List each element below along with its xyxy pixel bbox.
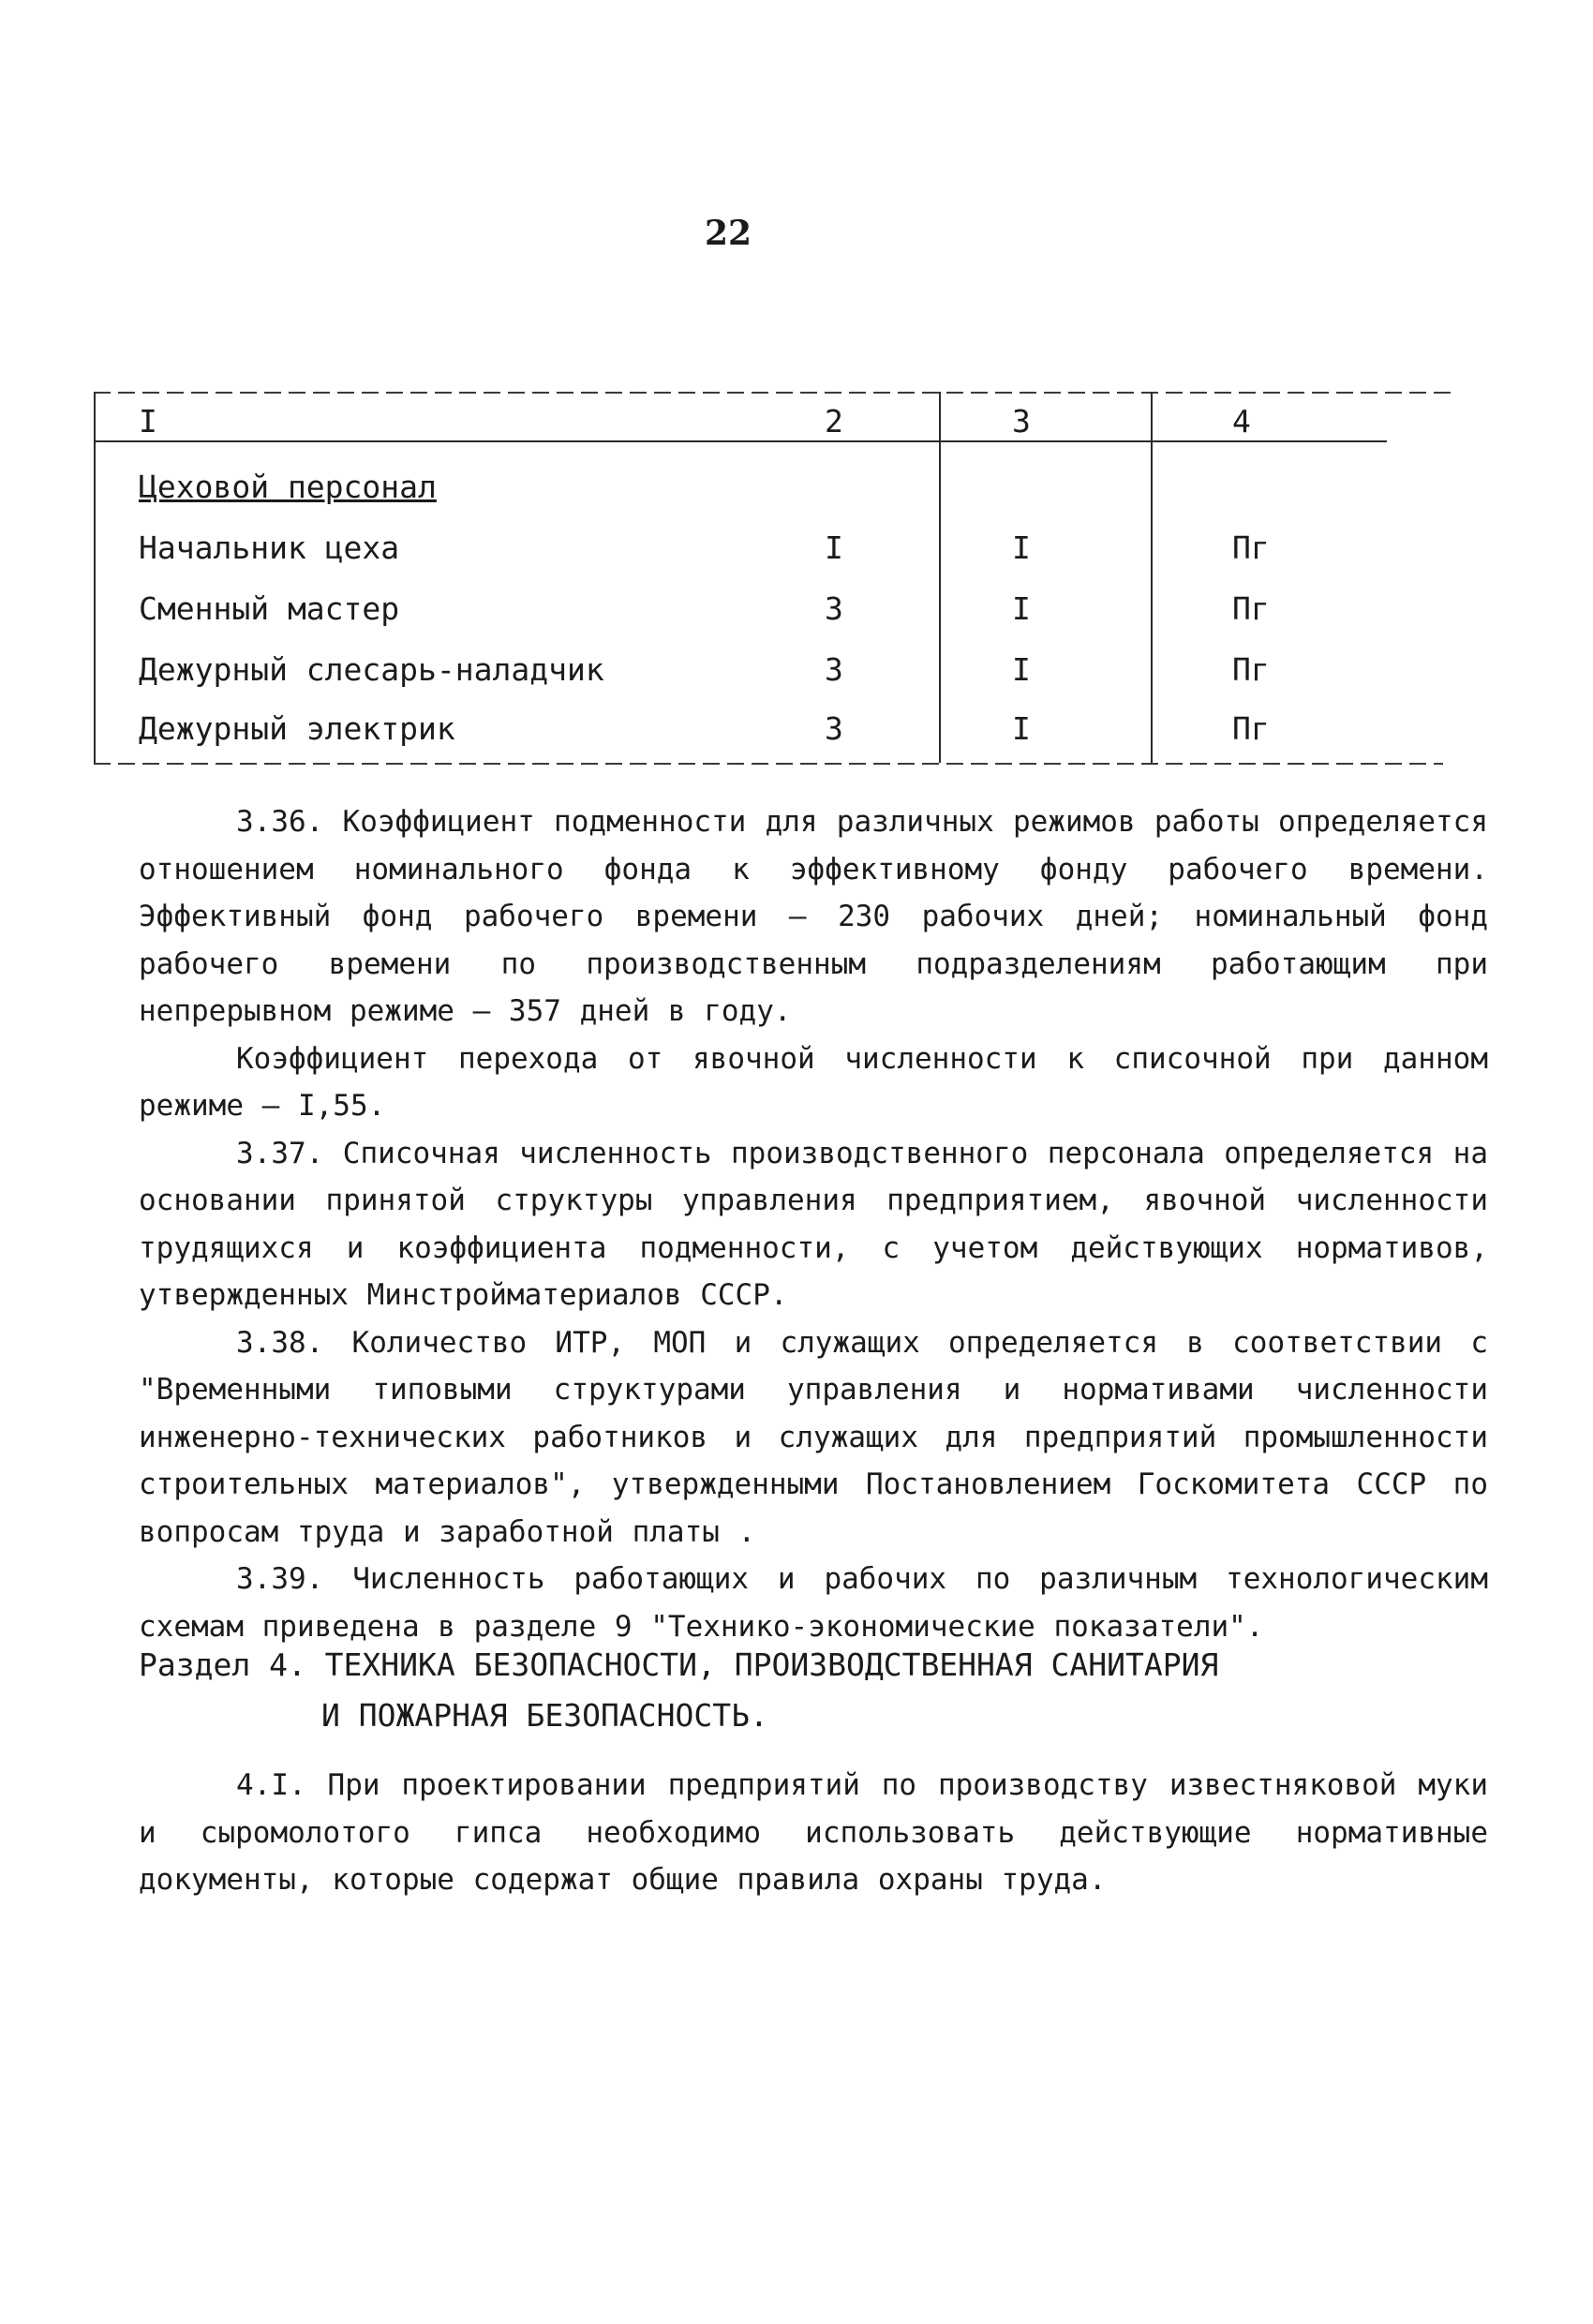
row-col-4: Пг — [1232, 529, 1270, 566]
staff-table — [0, 0, 1593, 787]
row-col-4: Пг — [1232, 710, 1270, 747]
section-heading-line2: И ПОЖАРНАЯ БЕЗОПАСНОСТЬ. — [321, 1697, 768, 1734]
section-body — [139, 1762, 1488, 1904]
table-top-line — [94, 392, 1452, 394]
section-heading — [139, 1640, 1218, 1741]
row-col-2: I — [825, 529, 843, 566]
paragraph-coefficient: Коэффициент перехода от явочной численности к списочной при данном режиме – I,55. — [139, 1041, 1488, 1123]
row-name: Дежурный электрик — [139, 710, 455, 747]
table-header-line — [94, 440, 1387, 442]
group-title: Цеховой персонал — [139, 469, 437, 505]
section-heading-line1: Раздел 4. ТЕХНИКА БЕЗОПАСНОСТИ, ПРОИЗВОДСТВЕННАЯ САНИТАРИЯ — [139, 1646, 1219, 1683]
header-col-3: 3 — [1012, 403, 1031, 439]
row-name: Дежурный слесарь-наладчик — [139, 651, 604, 688]
row-col-2: 3 — [825, 710, 843, 747]
row-col-3: I — [1012, 710, 1031, 747]
table-left-border — [94, 392, 96, 763]
row-col-3: I — [1012, 529, 1031, 566]
header-col-2: 2 — [825, 403, 843, 439]
header-col-1: I — [139, 403, 157, 439]
row-col-2: 3 — [825, 590, 843, 627]
row-col-4: Пг — [1232, 651, 1270, 688]
row-col-4: Пг — [1232, 590, 1270, 627]
row-col-2: 3 — [825, 651, 843, 688]
row-col-3: I — [1012, 590, 1031, 627]
table-col-divider-3 — [1151, 392, 1153, 763]
row-col-3: I — [1012, 651, 1031, 688]
row-name: Сменный мастер — [139, 590, 400, 627]
row-name: Начальник цеха — [139, 529, 400, 566]
page-number: 22 — [705, 214, 752, 253]
header-col-4: 4 — [1232, 403, 1251, 439]
paragraph-3-36: 3.36. Коэффициент подменности для различных режимов работы определяется отношением номинального фонда к эффективному фонду рабочего времени. Эффективный фонд рабочего времени – 230 рабочих дней; номинальный фонд рабочего времени по производственным подразделениям работающим при непрерывном режиме – 357 дней в году. — [139, 805, 1488, 1028]
table-col-divider-2 — [939, 392, 941, 763]
body-text — [139, 798, 1488, 1650]
paragraph-3-39: 3.39. Численность работающих и рабочих по различным технологическим схемам приведена в разделе 9 "Технико-экономические показатели". — [139, 1562, 1488, 1644]
paragraph-3-38: 3.38. Количество ИТР, МОП и служащих определяется в соответствии с "Временными типовыми структурами управления и нормативами численности инженерно-технических работников и служащих для предприятий промышленности строительных материалов", утвержденными Постановлением Госкомитета СССР по вопросам труда и заработной платы . — [139, 1325, 1488, 1549]
table-bottom-line — [94, 763, 1443, 765]
paragraph-4-1: 4.I. При проектировании предприятий по производству известняковой муки и сыромолотого гипса необходимо использовать действующие нормативные документы, которые содержат общие правила охраны труда. — [139, 1768, 1488, 1897]
paragraph-3-37: 3.37. Списочная численность производственного персонала определяется на основании принятой структуры управления предприятием, явочной численности трудящихся и коэффициента подменности, с учетом действующих нормативов, утвержденных Минстройматериалов СССР. — [139, 1136, 1488, 1312]
